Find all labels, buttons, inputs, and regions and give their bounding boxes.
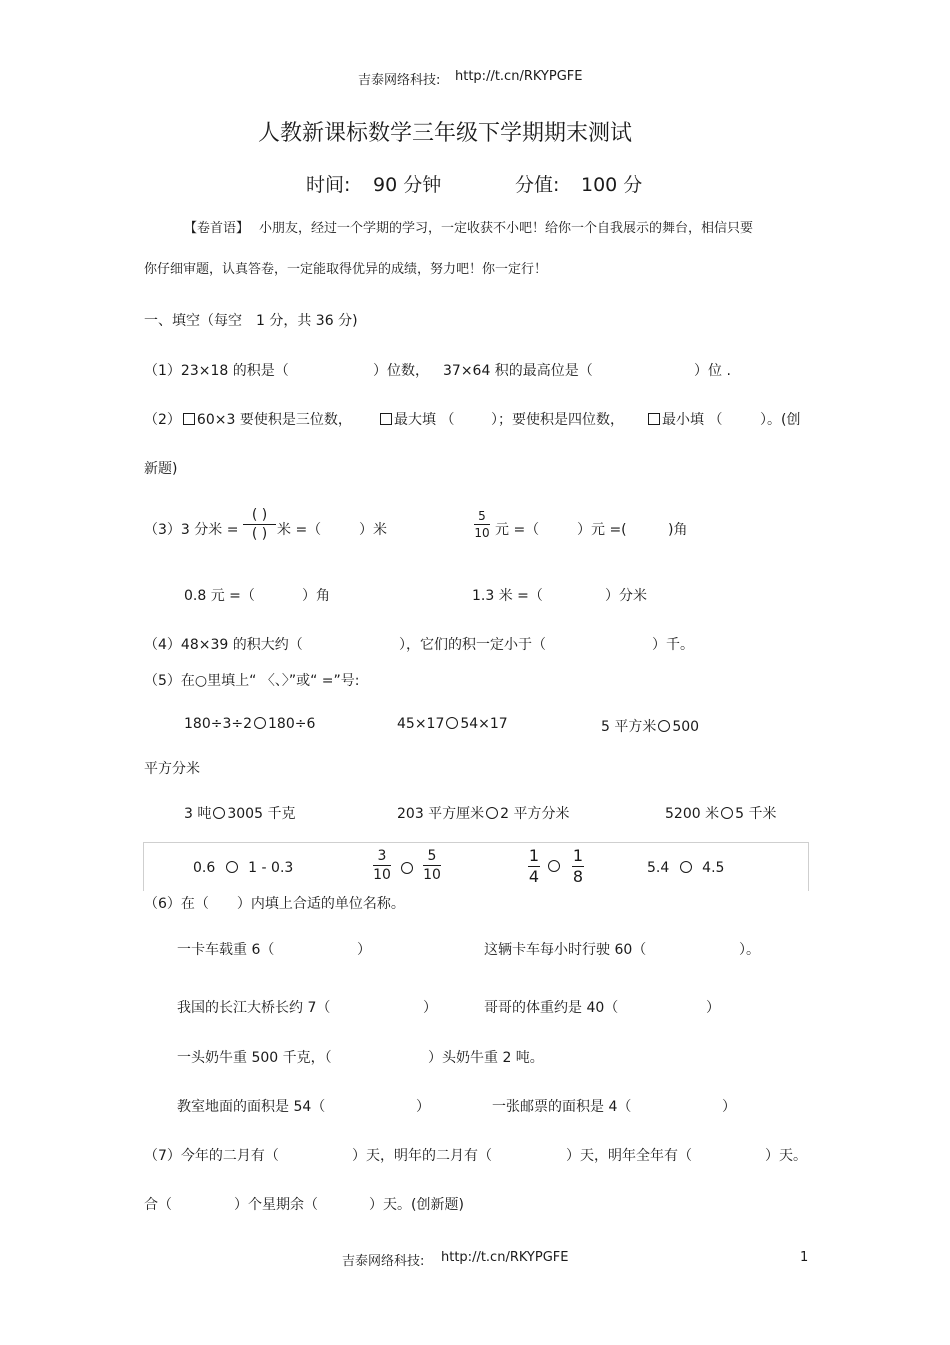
q5-r2-item3 [665, 803, 776, 823]
compare-right: 1 - 0.3 [248, 860, 294, 876]
compare-circle-icon [226, 861, 238, 873]
fraction-bar [373, 865, 391, 866]
q6-l2-text-a: 我国的长江大桥长约 7（ [177, 1000, 331, 1016]
q6-l1-text-a: 一卡车载重 6（ [177, 942, 275, 958]
q7-text-e: 合（ [144, 1197, 172, 1213]
compare-right: 2 平方分米 [500, 806, 570, 822]
fraction-numerator: 1 [572, 846, 584, 865]
q2-text-e: 最小填 （ [662, 412, 723, 428]
q4-text-a: （4）48×39 的积大约（ [144, 637, 303, 653]
compare-left: 45×17 [397, 716, 445, 732]
compare-left: 5.4 [647, 860, 670, 876]
q7-text-c: ）天，明年全年有（ [566, 1148, 692, 1164]
compare-left: 5200 米 [665, 806, 720, 822]
blank-box-icon [183, 413, 195, 425]
q5-fraction-1-4 [528, 848, 540, 885]
compare-circle-icon [721, 807, 733, 819]
fraction-numerator: 5 [478, 509, 486, 523]
compare-right: 4.5 [702, 860, 725, 876]
section-heading: 一、填空（每空 1 分，共 36 分) [144, 313, 358, 329]
fraction-numerator: 5 [427, 848, 437, 864]
compare-circle-icon [486, 807, 498, 819]
q3-text-a: （3）3 分米 = [144, 522, 239, 538]
compare-right: 180÷6 [268, 716, 316, 732]
q3-text-d: 元 =（ [495, 522, 540, 538]
q6-l1-text-d: ）。 [739, 942, 760, 958]
fraction-numerator: ( ) [251, 507, 268, 523]
q7-text-f: ）个星期余（ [234, 1197, 318, 1213]
compare-circle-icon [548, 860, 560, 872]
compare-left: 3 吨 [184, 806, 212, 822]
q2-text-f: ）。(创 [760, 412, 801, 428]
q6-l1-text-c: 这辆卡车每小时行驶 60（ [484, 942, 647, 958]
compare-circle-icon [254, 717, 266, 729]
fraction-numerator: 3 [377, 848, 387, 864]
q2-text-c: 最大填 （ [394, 412, 455, 428]
score-value: 100 分 [581, 174, 643, 196]
q5-r3-item4 [647, 860, 724, 876]
blank-box-icon [648, 413, 660, 425]
intro-line1: 小朋友，经过一个学期的学习，一定收获不小吧！给你一个自我展示的舞台，相信只要 [259, 221, 754, 236]
fraction-denominator: ( ) [251, 526, 268, 542]
fraction-denominator: 4 [528, 867, 540, 886]
q6-instruction: （6）在（ ）内填上合适的单位名称。 [144, 896, 405, 912]
q4-text-c: ）千。 [652, 637, 694, 653]
compare-left: 0.6 [193, 860, 216, 876]
q3-blank-fraction [243, 508, 276, 541]
q5-r1-item3 [601, 716, 699, 736]
fraction-numerator: 1 [528, 846, 540, 865]
q6-l4-text-d: ） [722, 1099, 736, 1115]
q2-text-g: 新题) [144, 461, 178, 477]
q3-text-j: ）分米 [605, 588, 647, 604]
q7-text-a: （7）今年的二月有（ [144, 1148, 279, 1164]
q2-text-d: ）；要使积是四位数， [491, 412, 624, 428]
q3-text-e: ）元 =( [577, 522, 627, 538]
q2-label: （2） [144, 412, 181, 428]
q2-line1b [378, 409, 454, 429]
compare-right: 5 千米 [735, 806, 777, 822]
intro-tag: 【卷首语】 [184, 221, 250, 236]
q3-text-i: 1.3 米 =（ [472, 588, 543, 604]
compare-circle-icon [446, 717, 458, 729]
compare-circle-icon [401, 862, 413, 874]
compare-left: 180÷3÷2 [184, 716, 252, 732]
q6-l1-text-b: ） [357, 942, 371, 958]
q3-text-h: ）角 [302, 588, 330, 604]
q5-fraction-1-8 [572, 848, 584, 885]
fraction-denominator: 10 [474, 526, 490, 540]
q1-part-b: ）位数， [373, 363, 429, 379]
q2-line1c [646, 409, 722, 429]
fraction-denominator: 10 [423, 867, 441, 883]
q1-part-d: ）位 . [694, 363, 731, 379]
q3-text-c: ）米 [359, 522, 387, 538]
compare-circle-icon [658, 720, 670, 732]
q5-r2-item2 [397, 803, 570, 823]
fraction-bar [423, 865, 441, 866]
fraction-denominator: 10 [373, 867, 391, 883]
q1-part-a: （1）23×18 的积是（ [144, 363, 289, 379]
intro-line2: 你仔细审题，认真答卷，一定能取得优异的成绩，努力吧！你一定行！ [144, 262, 548, 277]
q6-l3-text-a: 一头奶牛重 500 千克，（ [177, 1050, 332, 1066]
header-url[interactable]: http://t.cn/RKYPGFE [455, 69, 583, 84]
footer-url[interactable]: http://t.cn/RKYPGFE [441, 1250, 569, 1265]
q3-text-f: )角 [668, 522, 688, 538]
page-number: 1 [800, 1250, 809, 1265]
compare-left: 203 平方厘米 [397, 806, 485, 822]
compare-circle-icon [680, 861, 692, 873]
q7-text-g: ）天。(创新题) [369, 1197, 464, 1213]
q7-text-b: ）天，明年的二月有（ [352, 1148, 492, 1164]
q5-r3-item1 [193, 860, 293, 876]
q1-part-c: 37×64 积的最高位是（ [443, 363, 593, 379]
compare-left: 5 平方米 [601, 719, 657, 735]
q6-l4-text-c: 一张邮票的面积是 4（ [492, 1099, 632, 1115]
footer-company: 吉泰网络科技: [342, 1254, 425, 1269]
fraction-bar [474, 524, 490, 525]
q5-instruction: （5）在○里填上“ 〈、〉”或“ =”号: [144, 673, 360, 689]
q6-l4-text-b: ） [416, 1099, 430, 1115]
time-label: 时间: [306, 174, 351, 196]
fraction-denominator: 8 [572, 867, 584, 886]
q3-fraction [474, 510, 490, 539]
q6-l2-text-c: 哥哥的体重约是 40（ [484, 1000, 619, 1016]
q4-text-b: ），它们的积一定小于（ [399, 637, 546, 653]
page-title: 人教新课标数学三年级下学期期末测试 [258, 121, 633, 146]
q6-l2-text-d: ） [706, 1000, 720, 1016]
q5-r2-item1 [184, 803, 295, 823]
header-company: 吉泰网络科技: [358, 73, 441, 88]
q7-text-d: ）天。 [765, 1148, 807, 1164]
compare-right: 54×17 [460, 716, 508, 732]
score-label: 分值: [515, 174, 560, 196]
q5-r1-item3-unit: 平方分米 [144, 761, 200, 777]
blank-box-icon [380, 413, 392, 425]
compare-right: 3005 千克 [227, 806, 296, 822]
q5-fraction-3-10 [373, 849, 391, 882]
time-value: 90 分钟 [373, 174, 442, 196]
q3-text-g: 0.8 元 =（ [184, 588, 255, 604]
compare-circle-icon [213, 807, 225, 819]
q5-r1-item1 [184, 716, 315, 732]
q6-l3-text-b: ）头奶牛重 2 吨。 [428, 1050, 544, 1066]
q3-text-b: 米 =（ [277, 522, 322, 538]
q2-line1 [144, 409, 352, 429]
q5-fraction-5-10 [423, 849, 441, 882]
q5-r1-item2 [397, 716, 508, 732]
fraction-bar [243, 524, 276, 525]
compare-right: 500 [672, 719, 700, 735]
q6-l2-text-b: ） [423, 1000, 437, 1016]
q6-l4-text-a: 教室地面的面积是 54（ [177, 1099, 326, 1115]
q2-text-b: 60×3 要使积是三位数， [196, 412, 352, 428]
